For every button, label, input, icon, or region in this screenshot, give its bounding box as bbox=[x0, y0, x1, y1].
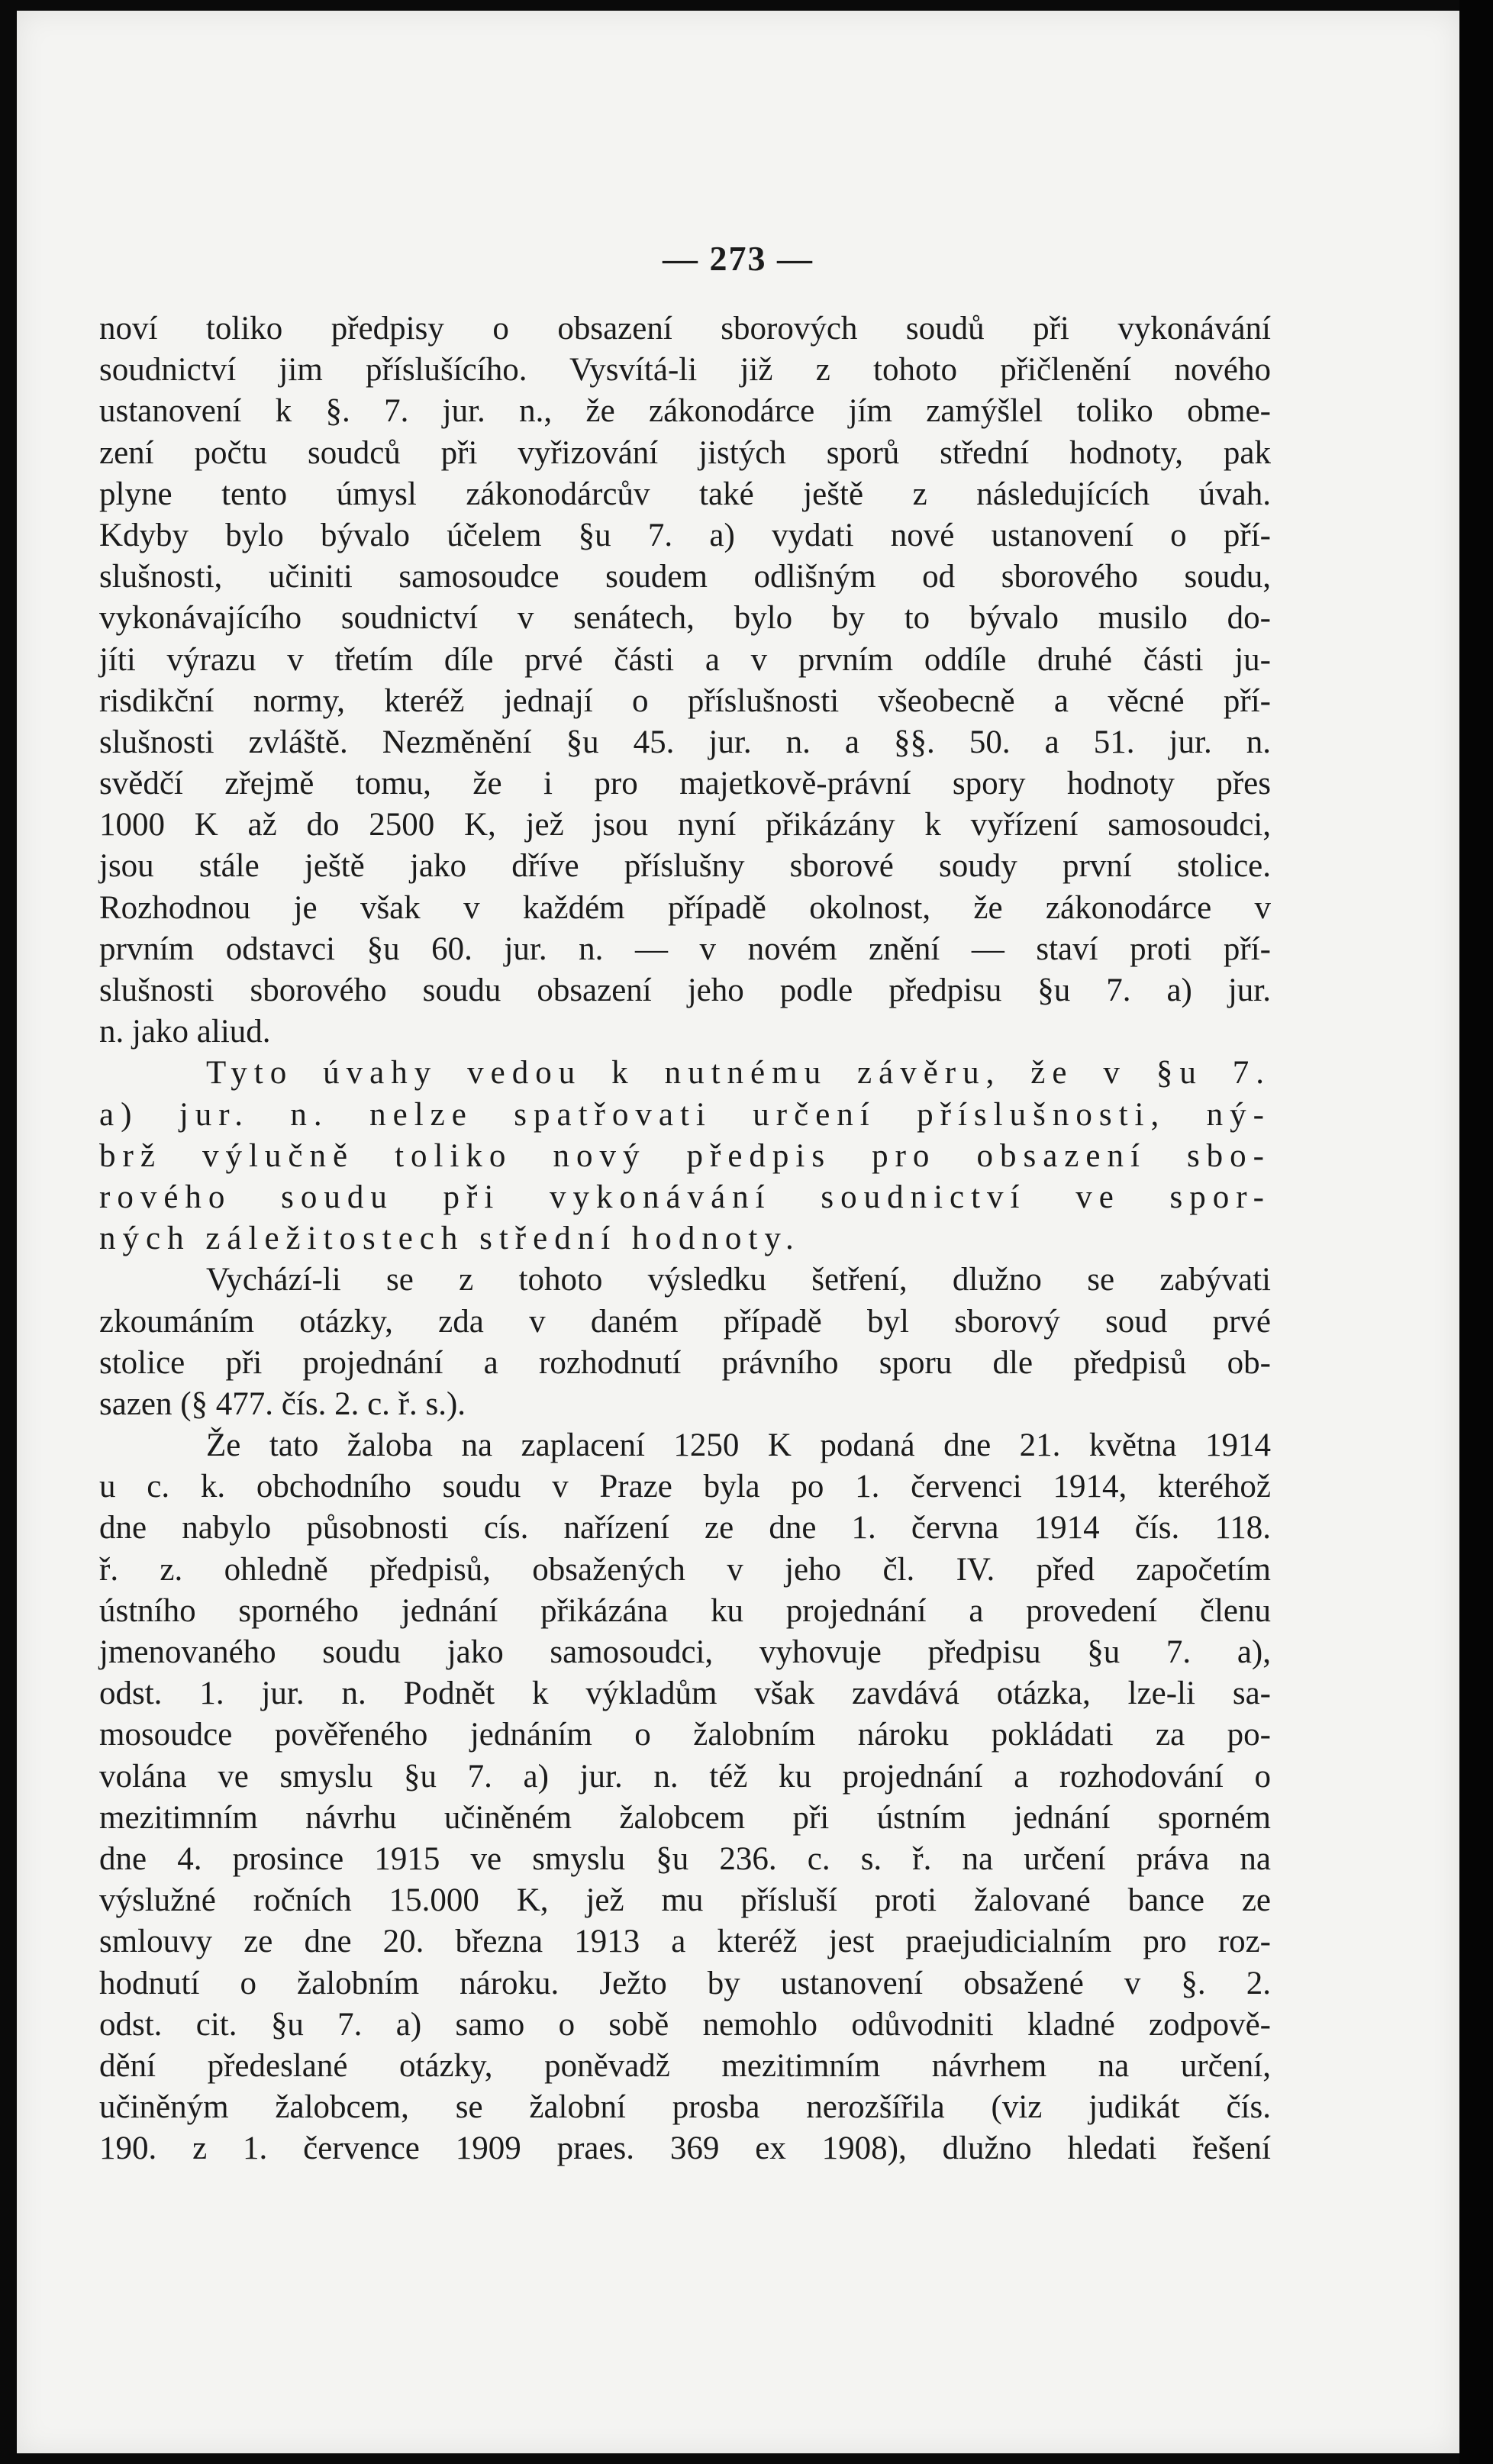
scan-edge bbox=[1459, 0, 1493, 2464]
page-number: — 273 — bbox=[663, 239, 814, 278]
text-line: mezitimním návrhu učiněném žalobcem při ústním jednání sporném bbox=[99, 1799, 1271, 1836]
text-line: u c. k. obchodního soudu v Praze byla po 1. červenci 1914, kteréhož bbox=[99, 1469, 1271, 1505]
text-line: Kdyby bylo bývalo účelem §u 7. a) vydati nové ustanovení o pří- bbox=[99, 517, 1271, 553]
text-line: dění předeslané otázky, poněvadž mezitimním návrhem na určení, bbox=[99, 2047, 1271, 2084]
text-line: stolice při projednání a rozhodnutí právního sporu dle předpisů ob- bbox=[99, 1344, 1271, 1381]
text-line: risdikční normy, kteréž jednají o příslušnosti všeobecně a věcné pří- bbox=[99, 682, 1271, 719]
text-line: smlouvy ze dne 20. března 1913 a kteréž jest praejudicialním pro roz- bbox=[99, 1924, 1271, 1960]
text-line: zení počtu soudců při vyřizování jistých sporů střední hodnoty, pak bbox=[99, 434, 1271, 471]
text-line: slušnosti, učiniti samosoudce soudem odlišným od sborového soudu, bbox=[99, 559, 1271, 595]
text-line: rového soudu při vykonávání soudnictví ve spor- bbox=[99, 1179, 1271, 1215]
text-line: dne nabylo působnosti cís. nařízení ze dne 1. června 1914 čís. 118. bbox=[99, 1510, 1271, 1546]
text-line: slušnosti zvláště. Nezměnění §u 45. jur. n. a §§. 50. a 51. jur. n. bbox=[99, 724, 1271, 760]
text-line: brž výlučně toliko nový předpis pro obsazení sbo- bbox=[99, 1137, 1271, 1174]
body-text bbox=[99, 308, 1271, 2169]
text-line: sazen (§ 477. čís. 2. c. ř. s.). bbox=[99, 1385, 466, 1422]
text-line: odst. cit. §u 7. a) samo o sobě nemohlo odůvodniti kladné zodpově- bbox=[99, 2006, 1271, 2043]
text-line: noví toliko předpisy o obsazení sborových soudů při vykonávání bbox=[99, 311, 1271, 347]
text-line: Tyto úvahy vedou k nutnému závěru, že v §u 7. bbox=[206, 1055, 1271, 1092]
text-line: výslužné ročních 15.000 K, jež mu přísluší proti žalované bance ze bbox=[99, 1882, 1271, 1919]
text-line: jsou stále ještě jako dříve příslušny sborové soudy první stolice. bbox=[99, 848, 1271, 885]
text-line: jmenovaného soudu jako samosoudci, vyhovuje předpisu §u 7. a), bbox=[99, 1634, 1271, 1670]
text-line: jíti výrazu v třetím díle prvé části a v prvním oddíle druhé části ju- bbox=[99, 641, 1271, 678]
text-line: soudnictví jim příslušícího. Vysvítá-li již z tohoto přičlenění nového bbox=[99, 352, 1271, 389]
text-line: Vychází-li se z tohoto výsledku šetření, dlužno se zabývati bbox=[206, 1262, 1271, 1298]
text-line: a) jur. n. nelze spatřovati určení příslušnosti, ný- bbox=[99, 1096, 1271, 1133]
text-line: 190. z 1. července 1909 praes. 369 ex 1908), dlužno hledati řešení bbox=[99, 2130, 1271, 2167]
text-line: 1000 K až do 2500 K, jež jsou nyní přikázány k vyřízení samosoudci, bbox=[99, 807, 1271, 843]
text-line: prvním odstavci §u 60. jur. n. — v novém znění — staví proti pří- bbox=[99, 930, 1271, 967]
text-line: ustanovení k §. 7. jur. n., že zákonodárce jím zamýšlel toliko obme- bbox=[99, 393, 1271, 430]
text-line: Rozhodnou je však v každém případě okolnost, že zákonodárce v bbox=[99, 889, 1271, 926]
text-line: svědčí zřejmě tomu, že i pro majetkově-právní spory hodnoty přes bbox=[99, 766, 1271, 802]
text-line: hodnutí o žalobním nároku. Ježto by ustanovení obsažené v §. 2. bbox=[99, 1965, 1271, 2001]
text-line: ř. z. ohledně předpisů, obsažených v jeho čl. IV. před započetím bbox=[99, 1551, 1271, 1588]
text-line: n. jako aliud. bbox=[99, 1014, 271, 1050]
text-line: slušnosti sborového soudu obsazení jeho podle předpisu §u 7. a) jur. bbox=[99, 972, 1271, 1008]
text-line: volána ve smyslu §u 7. a) jur. n. též ku projednání a rozhodování o bbox=[99, 1758, 1271, 1795]
text-line: mosoudce pověřeného jednáním o žalobním nároku pokládati za po- bbox=[99, 1717, 1271, 1753]
text-line: vykonávajícího soudnictví v senátech, bylo by to bývalo musilo do- bbox=[99, 600, 1271, 637]
text-line: Že tato žaloba na zaplacení 1250 K podaná dne 21. května 1914 bbox=[206, 1427, 1271, 1464]
text-line: plyne tento úmysl zákonodárcův také ještě z následujících úvah. bbox=[99, 476, 1271, 512]
text-line: zkoumáním otázky, zda v daném případě byl sborový soud prvé bbox=[99, 1303, 1271, 1340]
text-line: ných záležitostech střední hodnoty. bbox=[99, 1221, 801, 1257]
book-page bbox=[17, 11, 1459, 2453]
text-line: dne 4. prosince 1915 ve smyslu §u 236. c. s. ř. na určení práva na bbox=[99, 1840, 1271, 1877]
text-line: odst. 1. jur. n. Podnět k výkladům však zavdává otázka, lze-li sa- bbox=[99, 1675, 1271, 1712]
text-line: učiněným žalobcem, se žalobní prosba nerozšířila (viz judikát čís. bbox=[99, 2089, 1271, 2126]
text-line: ústního sporného jednání přikázána ku projednání a provedení členu bbox=[99, 1592, 1271, 1629]
